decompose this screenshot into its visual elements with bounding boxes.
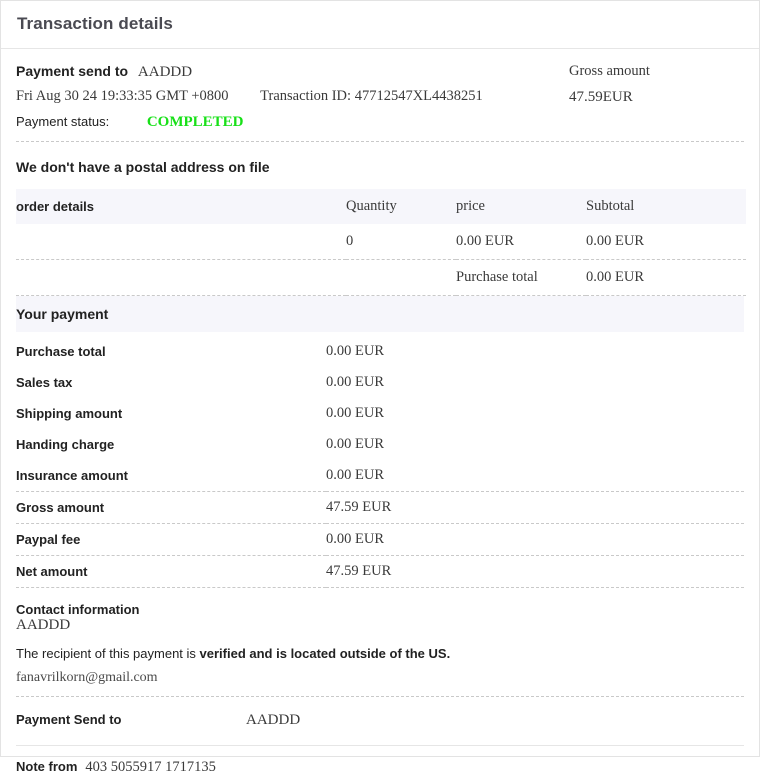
your-payment-heading: Your payment <box>16 296 744 332</box>
col-price: price <box>456 189 586 224</box>
payment-value: 47.59 EUR <box>326 556 744 588</box>
payment-row-purchase-total <box>16 332 744 367</box>
payment-row-insurance-amount <box>16 460 744 492</box>
purchase-total-row <box>16 260 746 296</box>
payment-row-handing-charge <box>16 429 744 460</box>
note-value: 403 5055917 1717135 <box>85 759 216 775</box>
page-content <box>1 49 759 776</box>
gross-amount-value: 47.59EUR <box>569 89 633 105</box>
payment-label: Gross amount <box>16 492 326 524</box>
gross-amount-block <box>569 63 704 106</box>
payment-label: Sales tax <box>16 375 73 390</box>
status-badge: COMPLETED <box>146 114 244 130</box>
cell-subtotal: 0.00 EUR <box>586 224 746 260</box>
order-details-header-row <box>16 189 746 224</box>
cell-quantity: 0 <box>346 224 456 260</box>
transaction-id-value: 47712547XL4438251 <box>354 88 483 104</box>
purchase-total-label: Purchase total <box>456 260 586 296</box>
order-details-table <box>16 189 746 296</box>
note-label: Note from <box>16 759 78 774</box>
page-title-bar <box>1 1 759 49</box>
note-section <box>16 746 744 776</box>
payment-value: 0.00 EUR <box>326 436 384 452</box>
payment-send-to-value: AADDD <box>137 64 193 80</box>
gross-amount-label: Gross amount <box>569 63 650 79</box>
payment-send-to-section-value: AADDD <box>246 712 301 728</box>
payment-value: 47.59 EUR <box>326 492 744 524</box>
payment-row-sales-tax <box>16 367 744 398</box>
payment-label: Paypal fee <box>16 524 326 556</box>
payment-label: Purchase total <box>16 344 106 359</box>
payment-row-shipping-amount <box>16 398 744 429</box>
verification-notice <box>16 646 516 661</box>
verification-status: verified and is located outside of the US. <box>199 646 451 661</box>
contact-information-values <box>16 617 516 686</box>
payment-row-net-amount <box>16 556 744 588</box>
purchase-total-value: 0.00 EUR <box>586 260 746 296</box>
transaction-id-label: Transaction ID: <box>260 88 352 104</box>
transaction-date: Fri Aug 30 24 19:33:35 GMT +0800 <box>16 88 229 104</box>
payment-send-to-section <box>16 697 744 746</box>
payment-label: Net amount <box>16 556 326 588</box>
your-payment-table <box>16 332 744 588</box>
contact-information-label: Contact information <box>16 602 140 617</box>
payment-status-row <box>16 114 744 131</box>
payment-row-paypal-fee <box>16 524 744 556</box>
spacer-cell <box>16 260 346 296</box>
spacer-cell-2 <box>346 260 456 296</box>
cell-item <box>16 224 346 260</box>
payment-label: Shipping amount <box>16 406 123 421</box>
contact-information-section <box>16 588 744 697</box>
page-title: Transaction details <box>17 14 173 33</box>
contact-name: AADDD <box>16 617 71 633</box>
payment-value: 0.00 EUR <box>326 374 384 390</box>
cell-price: 0.00 EUR <box>456 224 586 260</box>
payment-value: 0.00 EUR <box>326 524 744 556</box>
verification-prefix: The recipient of this payment is <box>16 646 200 661</box>
payment-value: 0.00 EUR <box>326 405 384 421</box>
payment-row-gross-amount <box>16 492 744 524</box>
contact-email: fanavrilkorn@gmail.com <box>16 670 158 685</box>
col-subtotal: Subtotal <box>586 189 746 224</box>
transaction-summary <box>16 49 744 142</box>
payment-label: Insurance amount <box>16 460 326 492</box>
col-quantity: Quantity <box>346 189 456 224</box>
payment-label: Handing charge <box>16 437 115 452</box>
payment-status-label: Payment status: <box>16 114 110 129</box>
table-row <box>16 224 746 260</box>
col-order-details: order details <box>16 189 346 224</box>
payment-value: 0.00 EUR <box>326 460 744 492</box>
payment-send-to-label: Payment send to <box>16 63 129 79</box>
postal-address-notice: We don't have a postal address on file <box>16 159 270 175</box>
payment-send-to-section-label: Payment Send to <box>16 712 122 727</box>
payment-value: 0.00 EUR <box>326 343 384 359</box>
